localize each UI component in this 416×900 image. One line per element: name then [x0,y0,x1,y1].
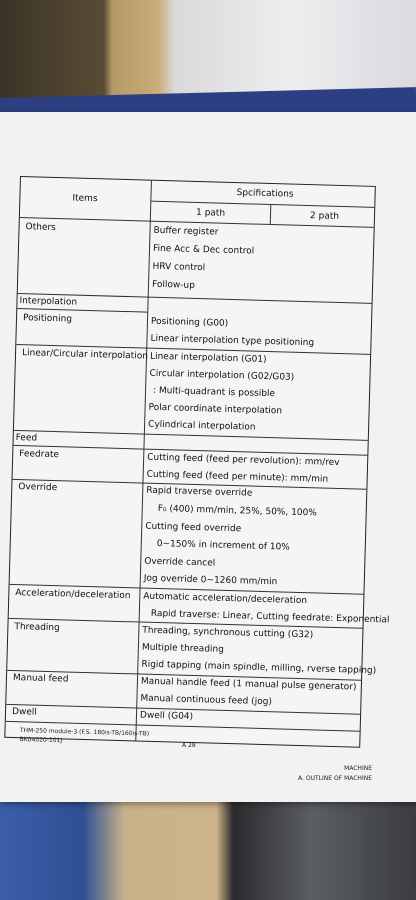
override-label: Override [18,482,58,494]
positioning-spec: Linear interpolation type positioning [150,333,315,349]
footer-chapter: A. OUTLINE OF MACHINE [298,775,372,783]
dwell-label: Dwell [11,706,38,718]
footer-section-text: MACHINE [344,765,372,772]
feedrate-spec: Cutting feed (feed per revolution): mm/rev [147,452,340,469]
threading-spec: Threading, synchronous cutting (G32) [142,625,314,641]
override-spec: Jog override 0~1260 mm/min [143,573,278,588]
override-spec: Cutting feed override [145,521,242,535]
linear-spec: : Multi-quadrant is possible [152,385,276,400]
manual-feed-spec: Manual continuous feed (jog) [140,693,273,708]
path2-header: 2 path [309,211,340,222]
interp-bottom [14,430,368,441]
accel-spec: Rapid traverse: Linear, Cutting feedrate: Exponential [150,608,390,626]
threading-spec: Multiple threading [141,642,225,655]
others-spec: Follow-up [151,279,196,291]
manual-feed-spec: Manual handle feed (1 manual pulse generator) [140,676,357,693]
accel-spec: Automatic acceleration/deceleration [143,591,308,607]
footer-page-number: A 28 [182,742,196,749]
feedrate-spec: Cutting feed (feed per minute): mm/min [146,469,329,485]
override-spec: 0~150% in increment of 10% [156,538,290,553]
interpolation-label: Interpolation [19,296,78,308]
items-header: Items [72,193,98,205]
footer-model [19,726,149,748]
dwell-spec: Dwell (G04) [139,710,194,723]
others-spec: HRV control [152,261,206,274]
feed-label: Feed [15,432,38,444]
manual-feed-label: Manual feed [12,673,69,685]
positioning-spec: Positioning (G00) [150,316,229,329]
path1-header: 1 path [195,207,226,219]
threading-label: Threading [14,622,60,634]
linear-circular-label: Linear/Circular interpolation [21,348,149,362]
feedrate-label: Feedrate [19,449,60,461]
others-spec: Buffer register [153,225,219,238]
path-column-divider [270,204,272,224]
override-spec: F₀ (400) mm/min, 25%, 50%, 100% [157,503,317,519]
others-label: Others [25,222,56,234]
accel-label: Acceleration/deceleration [15,588,131,602]
threading-spec: Rigid tapping (main spindle, milling, rverse tapping) [141,659,377,677]
override-spec: Override cancel [144,556,216,569]
specifications-header: Spcifications [236,188,294,200]
header-divider [150,201,374,208]
linear-spec: Polar coordinate interpolation [148,402,283,417]
linear-spec: Cylindrical interpolation [147,419,256,433]
override-spec: Rapid traverse override [146,485,253,499]
linear-spec: Circular interpolation (G02/G03) [149,368,295,383]
interp-row [17,308,147,313]
positioning-label: Positioning [22,313,73,325]
footer-section [298,764,372,784]
others-spec: Fine Acc & Dec control [152,243,255,257]
footer-model-text: THM-250 module-3 (F.S. 180is-TB/160is-TB) [19,726,150,738]
specifications-table [4,176,390,748]
linear-spec: Linear interpolation (G01) [149,351,267,365]
footer-code: BK04020-101J [19,735,63,745]
